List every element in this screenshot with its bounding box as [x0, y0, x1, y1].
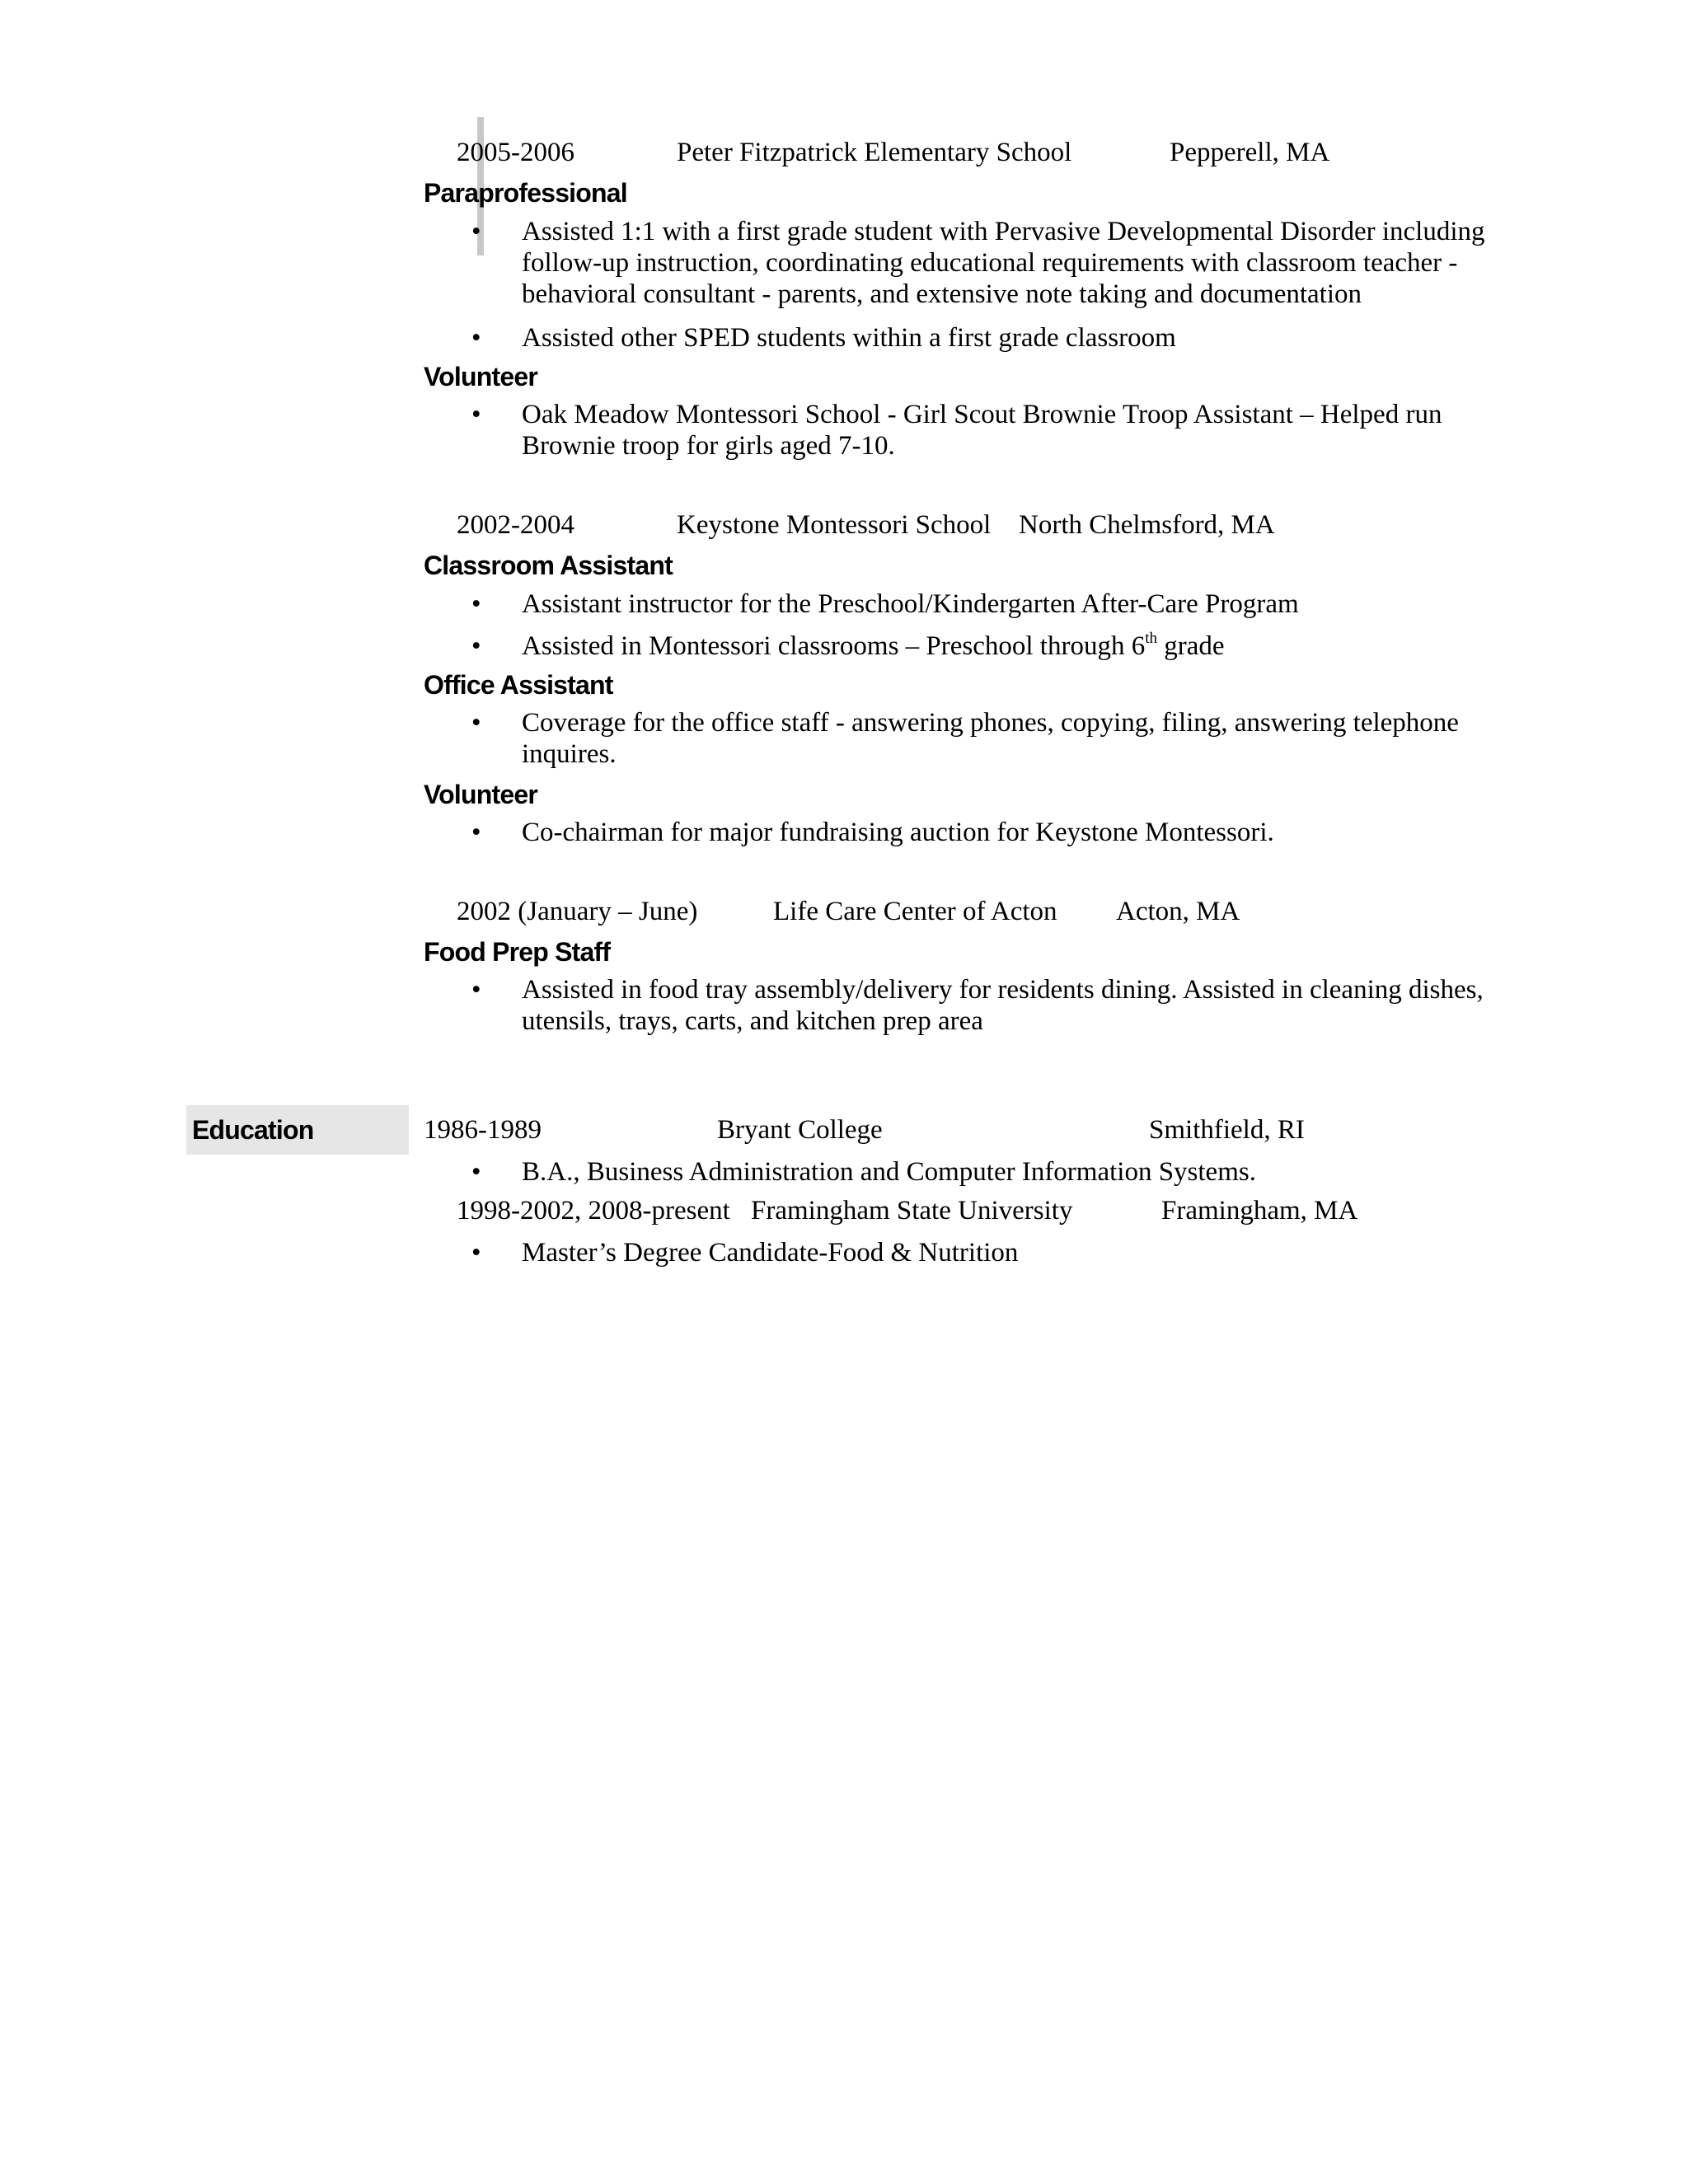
section-heading: Education: [192, 1115, 314, 1145]
bullet-text: Master’s Degree Candidate-Food & Nutrition: [522, 1238, 1019, 1268]
bullet-glyph: •: [471, 323, 481, 353]
bullet-text: Co-chairman for major fundraising auction for Keystone Montessori.: [522, 818, 1274, 847]
bullet-text: Assistant instructor for the Preschool/Kindergarten After-Care Program: [522, 589, 1299, 619]
education-location: Framingham, MA: [1161, 1196, 1358, 1226]
education-school: Bryant College: [717, 1115, 883, 1145]
bullet-glyph: •: [471, 708, 481, 738]
bullet-glyph: •: [471, 217, 481, 246]
role-title: Volunteer: [424, 362, 538, 391]
role-title: Volunteer: [424, 780, 538, 809]
bullet-text: B.A., Business Administration and Computer Information Systems.: [522, 1157, 1256, 1187]
job-years: 2002-2004: [457, 510, 574, 540]
bullet-glyph: •: [471, 818, 481, 847]
education-years: 1986-1989: [424, 1115, 542, 1145]
role-title: Food Prep Staff: [424, 937, 611, 967]
job-location: Acton, MA: [1116, 897, 1240, 926]
bullet-glyph: •: [471, 1157, 481, 1187]
bullet-text: Assisted in Montessori classrooms – Preschool through 6: [522, 631, 1146, 661]
job-location: North Chelmsford, MA: [1019, 510, 1275, 540]
bullet-glyph: •: [471, 975, 481, 1005]
job-years: 2002 (January – June): [457, 897, 698, 926]
job-employer: Peter Fitzpatrick Elementary School: [677, 138, 1072, 167]
education-location: Smithfield, RI: [1149, 1115, 1305, 1145]
education-school: Framingham State University: [751, 1196, 1073, 1226]
bullet-text: Assisted other SPED students within a first grade classroom: [522, 323, 1176, 353]
education-years: 1998-2002, 2008-present: [457, 1196, 730, 1226]
role-title: Office Assistant: [424, 670, 613, 700]
bullet-text: grade: [1164, 631, 1225, 661]
bullet-glyph: •: [471, 400, 481, 429]
bullet-text: Coverage for the office staff - answering phones, copying, filing, answering telephone inquires.: [522, 708, 1459, 769]
bullet-glyph: •: [471, 1238, 481, 1268]
role-title: Paraprofessional: [424, 178, 627, 208]
bullet-text: Assisted in food tray assembly/delivery for residents dining. Assisted in cleaning dishes, utensils, trays, carts, and kitchen prep area: [522, 975, 1484, 1036]
bullet-text: Assisted 1:1 with a first grade student with Pervasive Developmental Disorder including follow-up instruction, coordinating educational requirements with classroom teacher - behavioral consultant - parents, and extensive note taking and documentation: [522, 217, 1485, 309]
job-employer: Keystone Montessori School: [677, 510, 992, 540]
bullet-glyph: •: [471, 589, 481, 619]
bullet-glyph: •: [471, 631, 481, 661]
job-location: Pepperell, MA: [1170, 138, 1330, 167]
role-title: Classroom Assistant: [424, 551, 673, 580]
job-employer: Life Care Center of Acton: [773, 897, 1057, 926]
bullet-text: Oak Meadow Montessori School - Girl Scout Brownie Troop Assistant – Helped run Brownie troop for girls aged 7-10.: [522, 400, 1442, 461]
job-years: 2005-2006: [457, 138, 574, 167]
ordinal-suffix: th: [1145, 630, 1157, 647]
education-section-label: [186, 1105, 409, 1155]
